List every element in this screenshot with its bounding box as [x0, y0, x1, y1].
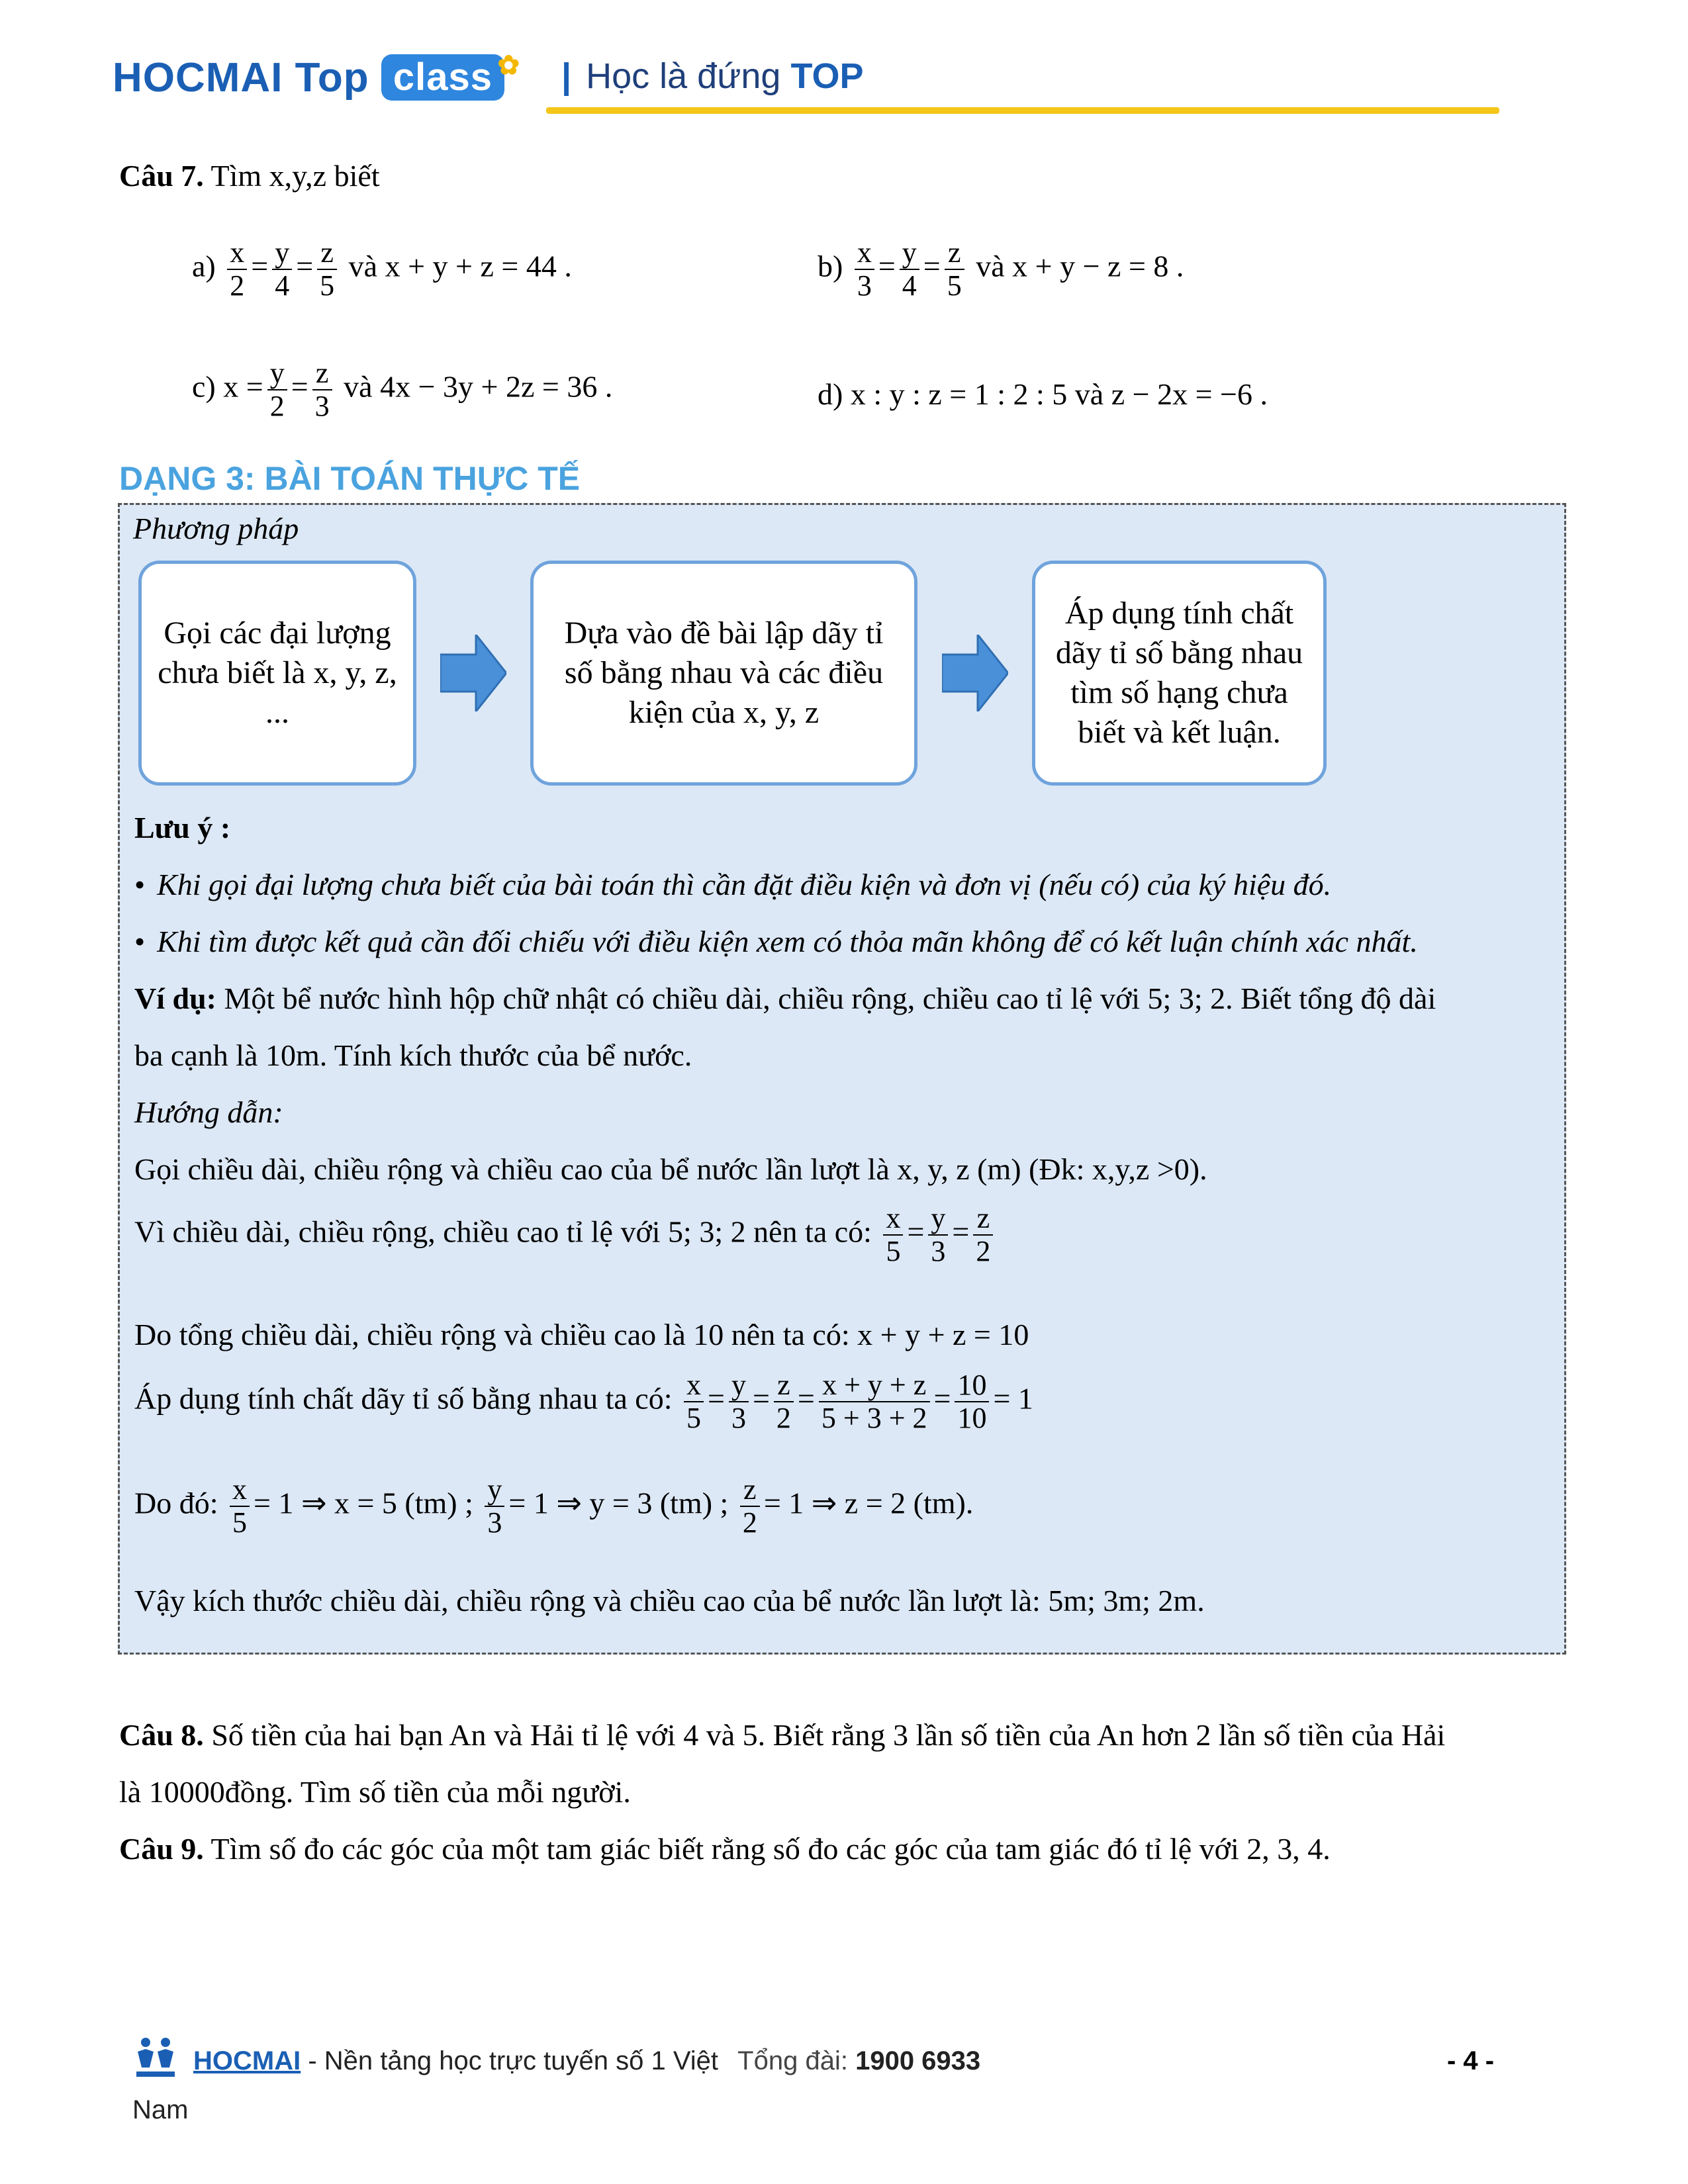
- cau7-a: a) $\frac{x}{2}$ = $\frac{y}{4}$ = $\frac{z}{5}$ và x + y + z = 44 .: [192, 236, 572, 302]
- step-2: Dựa vào đề bài lập dãy tỉ số bằng nhau và các điều kiện của x, y, z: [530, 561, 917, 786]
- fraction: $\frac{x + y + z}{5 + 3 + 2}$: [819, 1369, 930, 1434]
- cau7-text: Tìm x,y,z biết: [211, 159, 380, 193]
- cau8-text: Số tiền của hai bạn An và Hải tỉ lệ với 4 và 5. Biết rằng 3 lần số tiền của An hơn 2 lần số tiền của Hải: [211, 1718, 1446, 1752]
- solution-line5-label: Do đó:: [134, 1486, 218, 1520]
- fraction: $\frac{z}{5}$: [945, 237, 964, 302]
- step-1: Gọi các đại lượng chưa biết là x, y, z, ...: [138, 561, 416, 786]
- arrow-right-icon: [440, 635, 506, 711]
- cau9-title: Câu 9.: [119, 1832, 204, 1866]
- fraction: $\frac{z}{3}$: [312, 357, 332, 422]
- logo-class: class: [393, 56, 493, 99]
- cau9-text: Tìm số đo các góc của một tam giác biết rằng số đo các góc của tam giác đó tỉ lệ với 2, 3, 4.: [211, 1832, 1331, 1866]
- hocmai-footer-logo-icon: [132, 2034, 179, 2081]
- method-label: Phương pháp: [133, 512, 299, 545]
- cau7-b: b) $\frac{x}{3}$ = $\frac{y}{4}$ = $\frac{z}{5}$ và x + y − z = 8 .: [818, 236, 1184, 302]
- note-item: • Khi tìm được kết quả cần đối chiếu với điều kiện xem có thỏa mãn không để có kết luận chính xác nhất.: [134, 925, 1418, 958]
- solution-line6: Vậy kích thước chiều dài, chiều rộng và chiều cao của bể nước lần lượt là: 5m; 3m; 2m.: [134, 1584, 1205, 1617]
- footer-hotline-label: Tổng đài:: [737, 2046, 848, 2075]
- cau7-c-condition: và 4x − 3y + 2z = 36 .: [344, 369, 613, 404]
- cau7-b-condition: và x + y − z = 8 .: [976, 249, 1184, 283]
- fraction: $\frac{z}{2}$: [740, 1474, 760, 1539]
- fraction: $\frac{x}{5}$: [684, 1369, 704, 1434]
- fraction: $\frac{10}{10}$: [955, 1369, 989, 1434]
- fraction: $\frac{y}{4}$: [272, 237, 292, 302]
- fraction: $\frac{z}{5}$: [317, 237, 337, 302]
- cau8-line1: [119, 1715, 1445, 1755]
- fraction: $\frac{y}{2}$: [267, 357, 287, 422]
- logo-top: Top: [295, 55, 369, 101]
- slogan: [561, 56, 863, 97]
- fraction: $\frac{z}{2}$: [973, 1203, 993, 1267]
- footer-hotline: 1900 6933: [855, 2046, 981, 2075]
- solution-line5: Do đó: $\frac{x}{5}$ = 1 ⇒ x = 5 (tm) ; $\frac{y}{3}$ = 1 ⇒ y = 3 (tm) ; $\frac{z}{2}$ = 1 ⇒ z = 2 (tm).: [134, 1473, 974, 1539]
- cau7-c: c) x = $\frac{y}{2}$ = $\frac{z}{3}$ và 4x − 3y + 2z = 36 .: [192, 357, 613, 422]
- cau9: [119, 1829, 1331, 1869]
- solution-line2: Vì chiều dài, chiều rộng, chiều cao tỉ lệ với 5; 3; 2 nên ta có: $\frac{x}{5}$ = $\frac{y}{3}$ = $\frac{z}{2}$: [134, 1203, 997, 1267]
- footer-wrap: Nam: [132, 2095, 189, 2124]
- arrow-right-icon: [942, 635, 1008, 711]
- fraction: $\frac{y}{3}$: [485, 1474, 504, 1539]
- cau7-title: Câu 7.: [119, 159, 204, 193]
- note-label: Lưu ý :: [134, 811, 231, 844]
- example-line1: [134, 979, 1436, 1019]
- divider-bar: |: [561, 56, 572, 96]
- solution-line3: [134, 1315, 1029, 1355]
- logo-main: HOCMAI: [113, 55, 283, 101]
- logo-class-badge: [381, 51, 521, 101]
- solution-line4-text: Áp dụng tính chất dãy tỉ số bằng nhau ta có:: [134, 1381, 673, 1416]
- fraction: $\frac{y}{3}$: [928, 1203, 948, 1267]
- solution-line2-text: Vì chiều dài, chiều rộng, chiều cao tỉ lệ với 5; 3; 2 nên ta có:: [134, 1214, 872, 1249]
- section-title: DẠNG 3: BÀI TOÁN THỰC TẾ: [119, 460, 581, 497]
- method-box: [118, 503, 1566, 1655]
- step-3: Áp dụng tính chất dãy tỉ số bằng nhau tìm số hạng chưa biết và kết luận.: [1032, 561, 1327, 786]
- cau7-a-label: a): [192, 249, 216, 283]
- note-item: • Khi gọi đại lượng chưa biết của bài toán thì cần đặt điều kiện và đơn vị (nếu có) của ký hiệu đó.: [134, 868, 1332, 901]
- cau7-d-text: x : y : z = 1 : 2 : 5 và z − 2x = −6 .: [850, 377, 1268, 411]
- guide-label: Hướng dẫn:: [134, 1095, 283, 1129]
- footer-brand-link[interactable]: HOCMAI: [193, 2046, 301, 2075]
- cau7-heading: [119, 156, 380, 196]
- note-text: Khi tìm được kết quả cần đối chiếu với điều kiện xem có thỏa mãn không để có kết luận chính xác nhất.: [157, 925, 1418, 958]
- slogan-prefix: Học là đứng: [586, 56, 781, 96]
- example-label: Ví dụ:: [134, 981, 216, 1015]
- note-text: Khi gọi đại lượng chưa biết của bài toán thì cần đặt điều kiện và đơn vị (nếu có) của ký hiệu đó.: [157, 868, 1332, 901]
- cau8-line2: là 10000đồng. Tìm số tiền của mỗi người.: [119, 1775, 631, 1809]
- cau7-c-label: c): [192, 369, 216, 404]
- cau7-d: [818, 375, 1268, 414]
- footer-line: [193, 2046, 980, 2076]
- solution-line4: Áp dụng tính chất dãy tỉ số bằng nhau ta có: $\frac{x}{5}$ = $\frac{y}{3}$ = $\frac{z}{2}$ = $\frac{x + y + z}{5 + 3 + 2}$ = $\frac{10}{10}$ = 1: [134, 1369, 1033, 1434]
- fraction: $\frac{z}{2}$: [774, 1369, 794, 1434]
- page-number: - 4 -: [1447, 2046, 1495, 2075]
- fraction: $\frac{x}{5}$: [883, 1203, 903, 1267]
- example-text: Một bể nước hình hộp chữ nhật có chiều dài, chiều rộng, chiều cao tỉ lệ với 5; 3; 2. Biết tổng độ dài: [224, 981, 1436, 1015]
- header-underline: [546, 107, 1499, 114]
- star-icon: ✿: [497, 51, 521, 80]
- example-line2: ba cạnh là 10m. Tính kích thước của bể nước.: [134, 1038, 692, 1072]
- cau7-b-label: b): [818, 249, 843, 283]
- fraction: $\frac{y}{3}$: [729, 1369, 749, 1434]
- fraction: $\frac{x}{3}$: [855, 237, 874, 302]
- fraction: $\frac{x}{2}$: [227, 237, 247, 302]
- footer-tagline: - Nền tảng học trực tuyến số 1 Việt: [301, 2046, 719, 2075]
- fraction: $\frac{x}{5}$: [230, 1474, 250, 1539]
- fraction: $\frac{y}{4}$: [900, 237, 919, 302]
- slogan-bold: TOP: [790, 56, 864, 96]
- hocmai-topclass-logo: [113, 51, 521, 102]
- cau7-a-condition: và x + y + z = 44 .: [348, 249, 572, 283]
- cau7-d-label: d): [818, 377, 843, 411]
- solution-line1: Gọi chiều dài, chiều rộng và chiều cao của bể nước lần lượt là x, y, z (m) (Đk: x,y,z >0).: [134, 1152, 1207, 1186]
- solution-line3-text: Do tổng chiều dài, chiều rộng và chiều cao là 10 nên ta có:: [134, 1318, 850, 1351]
- solution-line3-eq: x + y + z = 10: [857, 1318, 1029, 1351]
- cau8-title: Câu 8.: [119, 1718, 204, 1752]
